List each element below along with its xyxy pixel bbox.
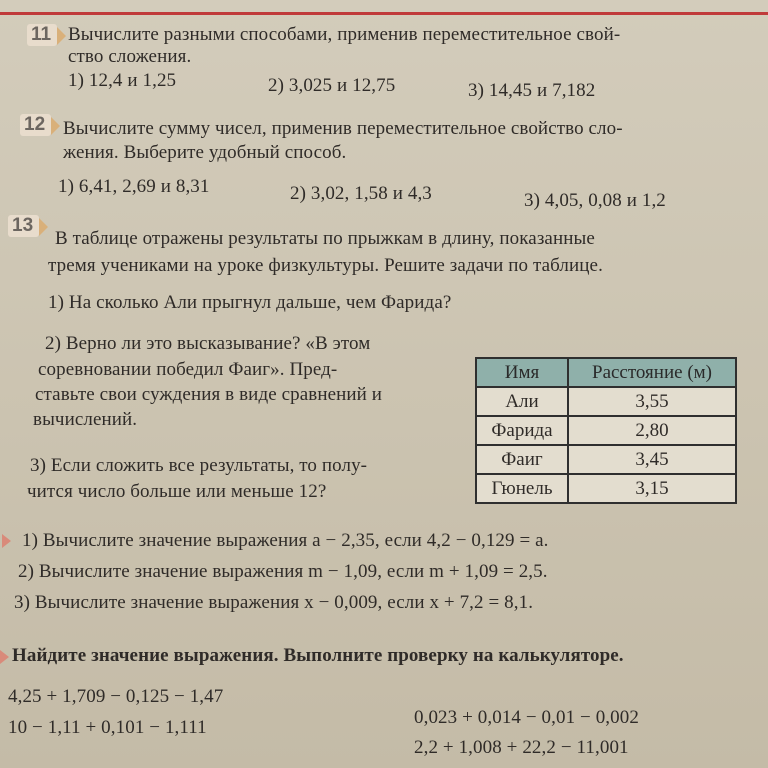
task-12-line-1: Вычислите сумму чисел, применив переместительное свойство сло- [63,118,623,139]
task-15-expr-3: 0,023 + 0,014 − 0,01 − 0,002 [414,707,639,728]
task-14-marker-icon [2,534,11,548]
task-15-expr-2: 10 − 1,11 + 0,101 − 1,111 [8,717,207,738]
task-12-item-2: 2) 3,02, 1,58 и 4,3 [290,183,432,204]
task-12-item-3: 3) 4,05, 0,08 и 1,2 [524,190,666,211]
task-13-q2-line-3: ставьте свои суждения в виде сравнений и [35,384,383,405]
task-13-line-1: В таблице отражены результаты по прыжкам в длину, показанные [55,228,595,249]
task-12-number: 12 [20,114,51,136]
task-13-number: 13 [8,215,39,237]
task-13-question-1: 1) На сколько Али прыгнул дальше, чем Фарида? [48,292,452,313]
task-11-line-1: Вычислите разными способами, применив переместительное свой- [68,24,621,45]
task-11-line-2: ство сложения. [68,46,192,67]
table-row [476,474,736,503]
table-header-row [476,358,736,387]
task-15-marker-icon [0,650,9,664]
task-15-expr-1: 4,25 + 1,709 − 0,125 − 1,47 [8,686,224,707]
table-cell-distance: 2,80 [568,416,736,445]
task-15-expr-4: 2,2 + 1,008 + 22,2 − 11,001 [414,737,629,758]
table-cell-name: Гюнель [476,474,568,503]
task-12-line-2: жения. Выберите удобный способ. [63,142,347,163]
table-cell-name: Фарида [476,416,568,445]
table-cell-name: Али [476,387,568,416]
task-13-q2-line-2: соревновании победил Фаиг». Пред- [38,359,338,380]
task-13-q2-line-1: 2) Верно ли это высказывание? «В этом [45,333,371,354]
task-14-line-3: 3) Вычислите значение выражения x − 0,009, если x + 7,2 = 8,1. [14,592,534,613]
task-15-instruction: Найдите значение выражения. Выполните проверку на калькуляторе. [12,645,624,666]
results-table [475,357,737,504]
table-row [476,387,736,416]
table-cell-distance: 3,55 [568,387,736,416]
task-12-item-1: 1) 6,41, 2,69 и 8,31 [58,176,210,197]
task-14-line-2: 2) Вычислите значение выражения m − 1,09, если m + 1,09 = 2,5. [18,561,548,582]
task-14-line-1: 1) Вычислите значение выражения a − 2,35, если 4,2 − 0,129 = a. [22,530,549,551]
task-11-item-2: 2) 3,025 и 12,75 [268,75,396,96]
task-11-item-1: 1) 12,4 и 1,25 [68,70,177,91]
table-cell-name: Фаиг [476,445,568,474]
task-13-q3-line-2: чится число больше или меньше 12? [27,481,327,502]
table-header-distance: Расстояние (м) [568,358,736,387]
table-row [476,416,736,445]
task-13-line-2: тремя учениками на уроке физкультуры. Решите задачи по таблице. [48,255,603,276]
task-13-q3-line-1: 3) Если сложить все результаты, то полу- [30,455,368,476]
top-rule [0,12,768,15]
table-cell-distance: 3,15 [568,474,736,503]
table-row [476,445,736,474]
task-13-q2-line-4: вычислений. [33,409,138,430]
table-cell-distance: 3,45 [568,445,736,474]
task-11-item-3: 3) 14,45 и 7,182 [468,80,596,101]
task-11-number: 11 [27,24,57,46]
table-header-name: Имя [476,358,568,387]
